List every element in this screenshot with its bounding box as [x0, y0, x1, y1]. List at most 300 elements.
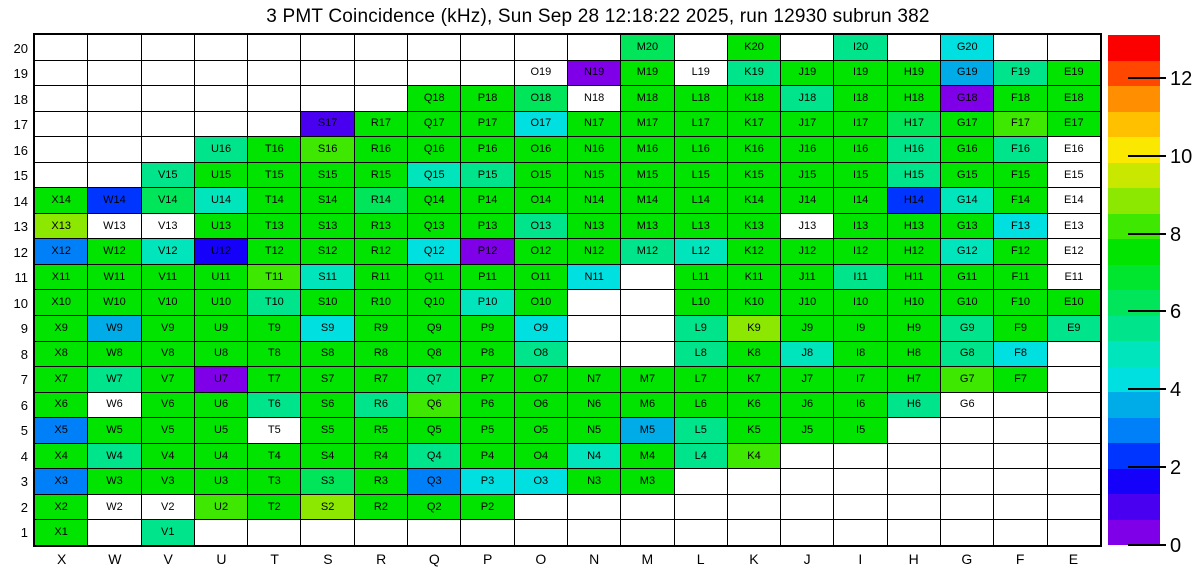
grid-cell-L10: L10 — [675, 290, 727, 315]
grid-cell-E5 — [1048, 418, 1100, 443]
grid-cell-O12: O12 — [515, 239, 567, 264]
grid-cell-R12: R12 — [355, 239, 407, 264]
grid-cell-W1 — [88, 520, 140, 545]
grid-cell-H15: H15 — [888, 163, 940, 188]
grid-cell-M4: M4 — [621, 444, 673, 469]
grid-cell-P1 — [461, 520, 513, 545]
grid-cell-T3: T3 — [248, 469, 300, 494]
grid-cell-K10: K10 — [728, 290, 780, 315]
grid-cell-L3 — [675, 469, 727, 494]
grid-cell-V15: V15 — [142, 163, 194, 188]
grid-cell-V9: V9 — [142, 316, 194, 341]
grid-cell-O14: O14 — [515, 188, 567, 213]
grid-cell-L1 — [675, 520, 727, 545]
grid-cell-Q1 — [408, 520, 460, 545]
grid-cell-X12: X12 — [35, 239, 87, 264]
x-axis-label-M: M — [641, 551, 654, 567]
grid-cell-R17: R17 — [355, 112, 407, 137]
grid-cell-W19 — [88, 61, 140, 86]
grid-cell-N13: N13 — [568, 214, 620, 239]
grid-cell-G1 — [941, 520, 993, 545]
x-axis-label-S: S — [323, 551, 333, 567]
grid-cell-H1 — [888, 520, 940, 545]
grid-cell-P6: P6 — [461, 393, 513, 418]
grid-cell-E20 — [1048, 35, 1100, 60]
grid-cell-S10: S10 — [301, 290, 353, 315]
grid-cell-S7: S7 — [301, 367, 353, 392]
grid-cell-V8: V8 — [142, 342, 194, 367]
grid-cell-I7: I7 — [834, 367, 886, 392]
grid-cell-W16 — [88, 137, 140, 162]
grid-cell-U9: U9 — [195, 316, 247, 341]
grid-cell-J10: J10 — [781, 290, 833, 315]
grid-cell-S8: S8 — [301, 342, 353, 367]
grid-cell-M5: M5 — [621, 418, 673, 443]
grid-cell-P13: P13 — [461, 214, 513, 239]
chart-title: 3 PMT Coincidence (kHz), Sun Sep 28 12:18:22 2025, run 12930 subrun 382 — [266, 6, 930, 27]
grid-cell-Q8: Q8 — [408, 342, 460, 367]
grid-cell-K8: K8 — [728, 342, 780, 367]
grid-cell-L5: L5 — [675, 418, 727, 443]
grid-cell-K11: K11 — [728, 265, 780, 290]
grid-cell-K7: K7 — [728, 367, 780, 392]
y-axis-label-16: 16 — [13, 142, 28, 158]
grid-cell-V2: V2 — [142, 495, 194, 520]
grid-cell-U19 — [195, 61, 247, 86]
grid-cell-O7: O7 — [515, 367, 567, 392]
grid-cell-W7: W7 — [88, 367, 140, 392]
grid-cell-M12: M12 — [621, 239, 673, 264]
grid-cell-O18: O18 — [515, 86, 567, 111]
grid-cell-W10: W10 — [88, 290, 140, 315]
grid-cell-N16: N16 — [568, 137, 620, 162]
grid-cell-I8: I8 — [834, 342, 886, 367]
grid-cell-R5: R5 — [355, 418, 407, 443]
grid-cell-P5: P5 — [461, 418, 513, 443]
grid-cell-X14: X14 — [35, 188, 87, 213]
grid-cell-K1 — [728, 520, 780, 545]
y-axis-label-2: 2 — [20, 499, 28, 515]
grid-cell-F19: F19 — [994, 61, 1046, 86]
grid-cell-R20 — [355, 35, 407, 60]
grid-cell-K18: K18 — [728, 86, 780, 111]
grid-cell-P8: P8 — [461, 342, 513, 367]
grid-cell-K2 — [728, 495, 780, 520]
grid-cell-I16: I16 — [834, 137, 886, 162]
grid-cell-V12: V12 — [142, 239, 194, 264]
grid-cell-N20 — [568, 35, 620, 60]
grid-cell-H7: H7 — [888, 367, 940, 392]
grid-cell-Q17: Q17 — [408, 112, 460, 137]
y-axis-label-3: 3 — [20, 474, 28, 490]
grid-cell-X3: X3 — [35, 469, 87, 494]
grid-cell-I15: I15 — [834, 163, 886, 188]
grid-cell-O5: O5 — [515, 418, 567, 443]
grid-cell-E16: E16 — [1048, 137, 1100, 162]
grid-cell-G16: G16 — [941, 137, 993, 162]
grid-cell-V14: V14 — [142, 188, 194, 213]
grid-cell-J9: J9 — [781, 316, 833, 341]
grid-cell-Q16: Q16 — [408, 137, 460, 162]
grid-cell-G14: G14 — [941, 188, 993, 213]
grid-cell-I13: I13 — [834, 214, 886, 239]
x-axis-label-L: L — [696, 551, 705, 567]
grid-cell-U13: U13 — [195, 214, 247, 239]
grid-cell-X10: X10 — [35, 290, 87, 315]
grid-cell-X9: X9 — [35, 316, 87, 341]
grid-cell-J4 — [781, 444, 833, 469]
grid-cell-T11: T11 — [248, 265, 300, 290]
grid-cell-T16: T16 — [248, 137, 300, 162]
y-axis-label-20: 20 — [13, 40, 28, 56]
grid-cell-T2: T2 — [248, 495, 300, 520]
grid-cell-U14: U14 — [195, 188, 247, 213]
grid-cell-R7: R7 — [355, 367, 407, 392]
grid-cell-M14: M14 — [621, 188, 673, 213]
x-axis-label-I: I — [858, 551, 863, 567]
grid-cell-E8 — [1048, 342, 1100, 367]
grid-cell-G11: G11 — [941, 265, 993, 290]
grid-cell-L19: L19 — [675, 61, 727, 86]
grid-cell-N15: N15 — [568, 163, 620, 188]
grid-cell-R13: R13 — [355, 214, 407, 239]
grid-cell-N4: N4 — [568, 444, 620, 469]
grid-cell-M16: M16 — [621, 137, 673, 162]
grid-cell-W20 — [88, 35, 140, 60]
grid-cell-K17: K17 — [728, 112, 780, 137]
x-axis-label-X: X — [56, 551, 67, 567]
grid-cell-F1 — [994, 520, 1046, 545]
grid-cell-L6: L6 — [675, 393, 727, 418]
grid-cell-V16 — [142, 137, 194, 162]
grid-cell-M9 — [621, 316, 673, 341]
grid-cell-S13: S13 — [301, 214, 353, 239]
grid-cell-G5 — [941, 418, 993, 443]
grid-cell-E12: E12 — [1048, 239, 1100, 264]
grid-cell-W15 — [88, 163, 140, 188]
grid-cell-K15: K15 — [728, 163, 780, 188]
grid-cell-H19: H19 — [888, 61, 940, 86]
grid-cell-V7: V7 — [142, 367, 194, 392]
grid-cell-E19: E19 — [1048, 61, 1100, 86]
grid-cell-P2: P2 — [461, 495, 513, 520]
grid-cell-Q18: Q18 — [408, 86, 460, 111]
grid-cell-E10: E10 — [1048, 290, 1100, 315]
grid-cell-E1 — [1048, 520, 1100, 545]
grid-cell-W14: W14 — [88, 188, 140, 213]
grid-cell-W6: W6 — [88, 393, 140, 418]
x-axis-label-V: V — [163, 551, 173, 567]
grid-cell-X18 — [35, 86, 87, 111]
grid-cell-U11: U11 — [195, 265, 247, 290]
grid-cell-R14: R14 — [355, 188, 407, 213]
grid-cell-H9: H9 — [888, 316, 940, 341]
colorbar-tick-label-6: 6 — [1170, 301, 1182, 324]
grid-cell-V10: V10 — [142, 290, 194, 315]
grid-cell-H18: H18 — [888, 86, 940, 111]
colorbar-segment-19 — [1108, 35, 1160, 61]
grid-cell-R19 — [355, 61, 407, 86]
grid-cell-N11: N11 — [568, 265, 620, 290]
grid-cell-V20 — [142, 35, 194, 60]
grid-cell-X2: X2 — [35, 495, 87, 520]
grid-cell-X7: X7 — [35, 367, 87, 392]
grid-cell-M8 — [621, 342, 673, 367]
x-axis-label-N: N — [589, 551, 600, 567]
y-axis-label-10: 10 — [13, 295, 28, 311]
colorbar-segment-12 — [1108, 214, 1160, 240]
grid-cell-P9: P9 — [461, 316, 513, 341]
colorbar-segment-10 — [1108, 265, 1160, 291]
grid-cell-H12: H12 — [888, 239, 940, 264]
grid-cell-Q12: Q12 — [408, 239, 460, 264]
grid-cell-O3: O3 — [515, 469, 567, 494]
grid-cell-E14: E14 — [1048, 188, 1100, 213]
grid-cell-T12: T12 — [248, 239, 300, 264]
grid-cell-X5: X5 — [35, 418, 87, 443]
grid-cell-X15 — [35, 163, 87, 188]
grid-cell-M6: M6 — [621, 393, 673, 418]
grid-cell-X1: X1 — [35, 520, 87, 545]
grid-cell-Q15: Q15 — [408, 163, 460, 188]
grid-cell-M20: M20 — [621, 35, 673, 60]
grid-cell-S2: S2 — [301, 495, 353, 520]
grid-cell-U8: U8 — [195, 342, 247, 367]
grid-cell-M3: M3 — [621, 469, 673, 494]
y-axis-label-1: 1 — [20, 525, 28, 541]
grid-cell-O10: O10 — [515, 290, 567, 315]
colorbar-segment-3 — [1108, 443, 1160, 469]
x-axis-label-O: O — [535, 551, 547, 567]
grid-cell-T8: T8 — [248, 342, 300, 367]
grid-cell-O11: O11 — [515, 265, 567, 290]
y-axis-label-4: 4 — [20, 448, 28, 464]
grid-cell-G7: G7 — [941, 367, 993, 392]
grid-cell-I1 — [834, 520, 886, 545]
grid-cell-H20 — [888, 35, 940, 60]
grid-cell-Q2: Q2 — [408, 495, 460, 520]
grid-cell-O16: O16 — [515, 137, 567, 162]
grid-cell-X4: X4 — [35, 444, 87, 469]
grid-cell-I6: I6 — [834, 393, 886, 418]
grid-cell-M7: M7 — [621, 367, 673, 392]
grid-cell-F15: F15 — [994, 163, 1046, 188]
grid-cell-L4: L4 — [675, 444, 727, 469]
grid-cell-E18: E18 — [1048, 86, 1100, 111]
grid-cell-F6 — [994, 393, 1046, 418]
grid-cell-F4 — [994, 444, 1046, 469]
grid-cell-U17 — [195, 112, 247, 137]
grid-cell-E4 — [1048, 444, 1100, 469]
grid-cell-Q6: Q6 — [408, 393, 460, 418]
grid-cell-W2: W2 — [88, 495, 140, 520]
grid-cell-O9: O9 — [515, 316, 567, 341]
grid-cell-G12: G12 — [941, 239, 993, 264]
grid-cell-K16: K16 — [728, 137, 780, 162]
grid-cell-U10: U10 — [195, 290, 247, 315]
grid-cell-N18: N18 — [568, 86, 620, 111]
grid-cell-N1 — [568, 520, 620, 545]
colorbar-segment-17 — [1108, 86, 1160, 112]
grid-cell-X13: X13 — [35, 214, 87, 239]
grid-cell-G15: G15 — [941, 163, 993, 188]
grid-cell-P18: P18 — [461, 86, 513, 111]
grid-cell-I11: I11 — [834, 265, 886, 290]
grid-cell-G13: G13 — [941, 214, 993, 239]
grid-cell-V13: V13 — [142, 214, 194, 239]
y-axis-label-6: 6 — [20, 397, 28, 413]
grid-cell-K14: K14 — [728, 188, 780, 213]
grid-cell-T18 — [248, 86, 300, 111]
grid-cell-S9: S9 — [301, 316, 353, 341]
grid-cell-O20 — [515, 35, 567, 60]
grid-cell-U12: U12 — [195, 239, 247, 264]
heatmap-plot-area — [33, 33, 1102, 547]
grid-cell-S12: S12 — [301, 239, 353, 264]
grid-cell-V4: V4 — [142, 444, 194, 469]
grid-cell-T13: T13 — [248, 214, 300, 239]
grid-cell-K12: K12 — [728, 239, 780, 264]
grid-cell-K3 — [728, 469, 780, 494]
grid-cell-G19: G19 — [941, 61, 993, 86]
grid-cell-E2 — [1048, 495, 1100, 520]
colorbar-segment-5 — [1108, 392, 1160, 418]
grid-cell-W13: W13 — [88, 214, 140, 239]
grid-cell-S6: S6 — [301, 393, 353, 418]
grid-cell-R9: R9 — [355, 316, 407, 341]
grid-cell-U4: U4 — [195, 444, 247, 469]
x-axis-label-J: J — [803, 551, 811, 567]
grid-cell-L13: L13 — [675, 214, 727, 239]
grid-cell-U7: U7 — [195, 367, 247, 392]
grid-cell-N14: N14 — [568, 188, 620, 213]
grid-cell-R6: R6 — [355, 393, 407, 418]
colorbar-segment-1 — [1108, 494, 1160, 520]
grid-cell-F17: F17 — [994, 112, 1046, 137]
grid-cell-K19: K19 — [728, 61, 780, 86]
grid-cell-P15: P15 — [461, 163, 513, 188]
grid-cell-H17: H17 — [888, 112, 940, 137]
grid-cell-I20: I20 — [834, 35, 886, 60]
grid-cell-W4: W4 — [88, 444, 140, 469]
grid-cell-N7: N7 — [568, 367, 620, 392]
grid-cell-U15: U15 — [195, 163, 247, 188]
grid-cell-J16: J16 — [781, 137, 833, 162]
grid-cell-K20: K20 — [728, 35, 780, 60]
colorbar-segment-15 — [1108, 137, 1160, 163]
colorbar-segment-18 — [1108, 61, 1160, 87]
grid-cell-H3 — [888, 469, 940, 494]
y-axis-label-14: 14 — [13, 193, 28, 209]
grid-cell-L15: L15 — [675, 163, 727, 188]
grid-cell-W17 — [88, 112, 140, 137]
grid-cell-O6: O6 — [515, 393, 567, 418]
grid-cell-L12: L12 — [675, 239, 727, 264]
heatmap-grid — [35, 35, 1100, 545]
grid-cell-Q5: Q5 — [408, 418, 460, 443]
grid-cell-L11: L11 — [675, 265, 727, 290]
grid-cell-J17: J17 — [781, 112, 833, 137]
grid-cell-S18 — [301, 86, 353, 111]
grid-cell-W5: W5 — [88, 418, 140, 443]
grid-cell-E11: E11 — [1048, 265, 1100, 290]
grid-cell-O8: O8 — [515, 342, 567, 367]
grid-cell-J15: J15 — [781, 163, 833, 188]
grid-cell-J11: J11 — [781, 265, 833, 290]
grid-cell-J12: J12 — [781, 239, 833, 264]
grid-cell-J3 — [781, 469, 833, 494]
grid-cell-L17: L17 — [675, 112, 727, 137]
colorbar-segment-16 — [1108, 112, 1160, 138]
grid-cell-V18 — [142, 86, 194, 111]
colorbar-tick-2 — [1128, 466, 1166, 468]
x-axis-label-H: H — [908, 551, 919, 567]
grid-cell-H13: H13 — [888, 214, 940, 239]
grid-cell-M2 — [621, 495, 673, 520]
grid-cell-O2 — [515, 495, 567, 520]
grid-cell-T5: T5 — [248, 418, 300, 443]
grid-cell-X16 — [35, 137, 87, 162]
grid-cell-I14: I14 — [834, 188, 886, 213]
colorbar-segment-11 — [1108, 239, 1160, 265]
grid-cell-G9: G9 — [941, 316, 993, 341]
grid-cell-L8: L8 — [675, 342, 727, 367]
grid-cell-G2 — [941, 495, 993, 520]
grid-cell-U2: U2 — [195, 495, 247, 520]
colorbar-tick-4 — [1128, 388, 1166, 390]
grid-cell-P3: P3 — [461, 469, 513, 494]
grid-cell-G10: G10 — [941, 290, 993, 315]
grid-cell-X17 — [35, 112, 87, 137]
grid-cell-G20: G20 — [941, 35, 993, 60]
grid-cell-K4: K4 — [728, 444, 780, 469]
grid-cell-F7: F7 — [994, 367, 1046, 392]
grid-cell-U5: U5 — [195, 418, 247, 443]
grid-cell-M1 — [621, 520, 673, 545]
grid-cell-H5 — [888, 418, 940, 443]
grid-cell-M18: M18 — [621, 86, 673, 111]
grid-cell-X6: X6 — [35, 393, 87, 418]
grid-cell-J7: J7 — [781, 367, 833, 392]
grid-cell-H14: H14 — [888, 188, 940, 213]
grid-cell-K9: K9 — [728, 316, 780, 341]
grid-cell-M19: M19 — [621, 61, 673, 86]
x-axis-label-Q: Q — [428, 551, 440, 567]
grid-cell-O17: O17 — [515, 112, 567, 137]
y-axis-label-19: 19 — [13, 66, 28, 82]
grid-cell-P17: P17 — [461, 112, 513, 137]
grid-cell-V5: V5 — [142, 418, 194, 443]
grid-cell-M10 — [621, 290, 673, 315]
grid-cell-N9 — [568, 316, 620, 341]
grid-cell-F10: F10 — [994, 290, 1046, 315]
colorbar-tick-label-12: 12 — [1170, 67, 1193, 90]
grid-cell-T20 — [248, 35, 300, 60]
x-axis-label-T: T — [270, 551, 279, 567]
grid-cell-U20 — [195, 35, 247, 60]
grid-cell-W11: W11 — [88, 265, 140, 290]
grid-cell-N6: N6 — [568, 393, 620, 418]
grid-cell-O4: O4 — [515, 444, 567, 469]
grid-cell-T4: T4 — [248, 444, 300, 469]
grid-cell-I2 — [834, 495, 886, 520]
grid-cell-M11 — [621, 265, 673, 290]
colorbar-segment-14 — [1108, 163, 1160, 189]
grid-cell-P12: P12 — [461, 239, 513, 264]
grid-cell-K5: K5 — [728, 418, 780, 443]
grid-cell-U18 — [195, 86, 247, 111]
grid-cell-Q19 — [408, 61, 460, 86]
